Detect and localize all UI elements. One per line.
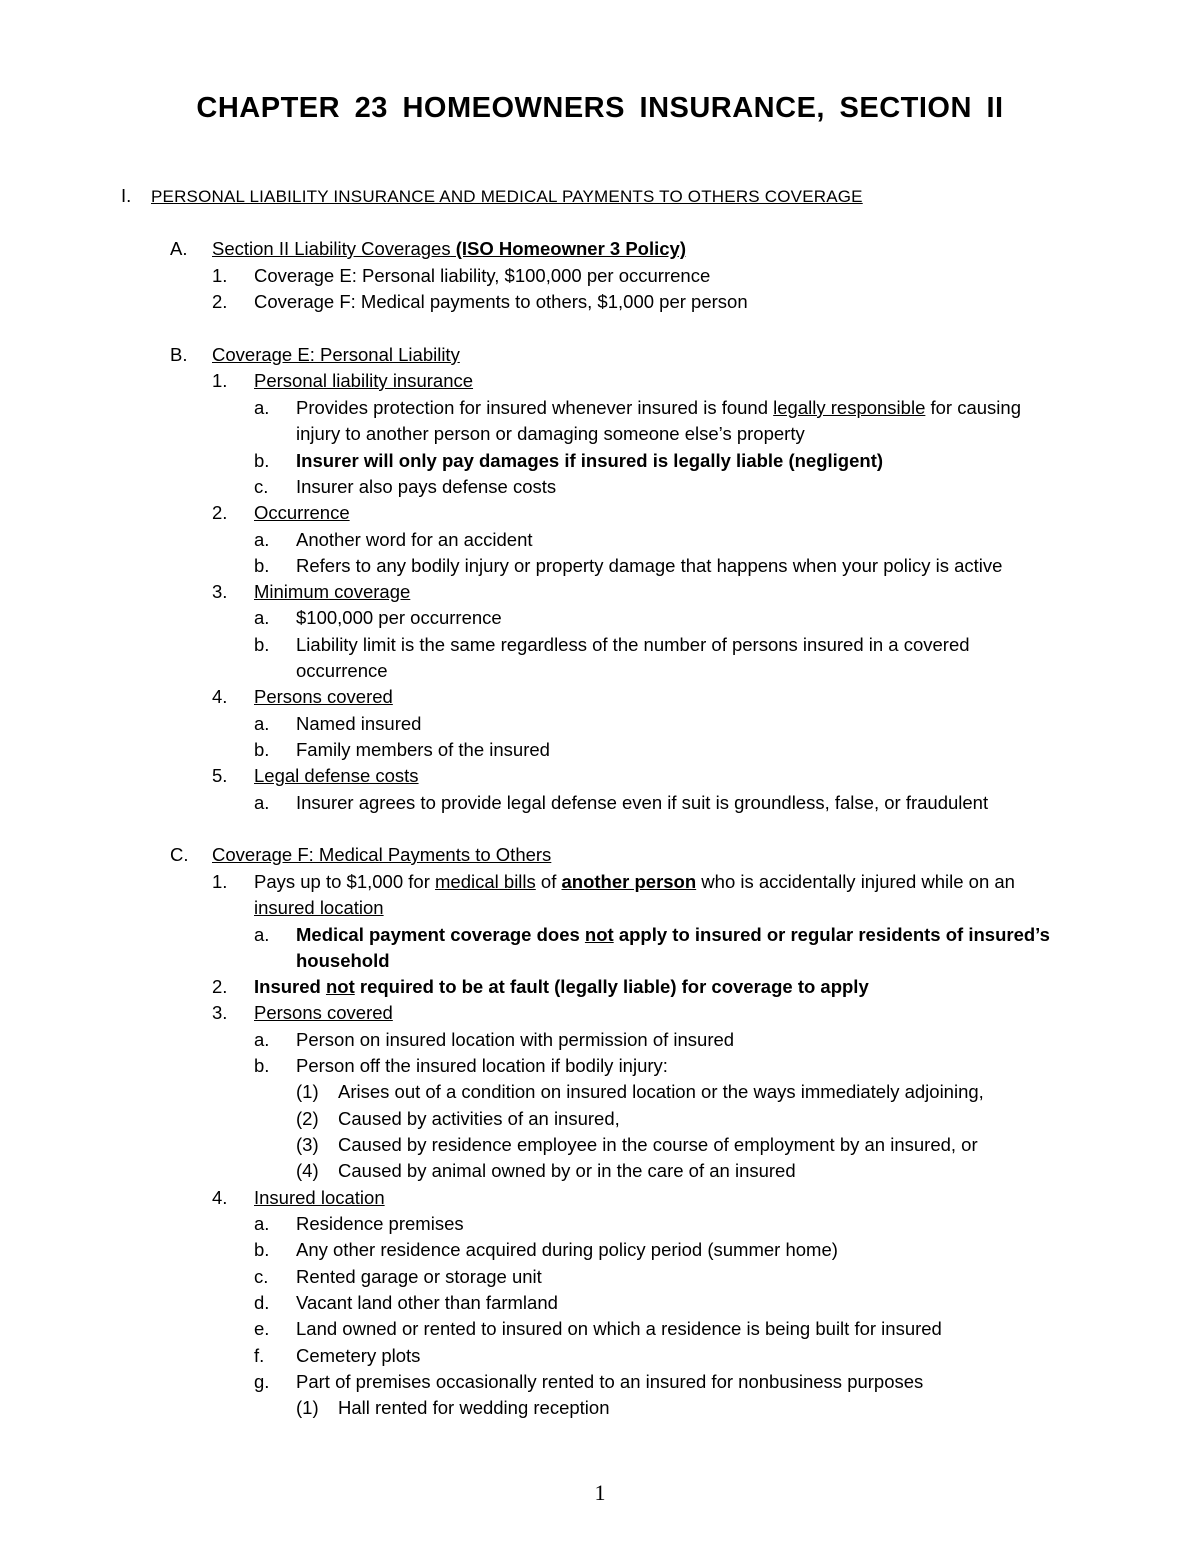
subheading: Insured location (254, 1187, 385, 1208)
underlined-text: not (325, 976, 355, 997)
list-label: 5. (212, 765, 228, 786)
list-label: (1) (296, 1081, 319, 1102)
list-label: (3) (296, 1134, 319, 1155)
list-item-continuation: injury to another person or damaging someone else’s property (296, 423, 805, 444)
underlined-text: legally responsible (773, 397, 926, 418)
list-label: 2. (212, 976, 228, 997)
list-item-text: Hall rented for wedding reception (338, 1397, 610, 1418)
outline-label-B: B. (170, 344, 188, 365)
list-item-text: Person on insured location with permission of insured (296, 1029, 735, 1050)
list-label: a. (254, 792, 270, 813)
text-run: of (535, 871, 562, 892)
outline-label-C: C. (170, 844, 189, 865)
list-label: 2. (212, 291, 228, 312)
underlined-text: medical bills (435, 871, 536, 892)
heading-C: Coverage F: Medical Payments to Others (212, 844, 552, 865)
list-item-text: $100,000 per occurrence (296, 607, 502, 628)
list-label: (1) (296, 1397, 319, 1418)
subheading: Minimum coverage (254, 581, 411, 602)
subheading: Legal defense costs (254, 765, 419, 786)
list-label: 3. (212, 1002, 228, 1023)
page-number: 1 (594, 1480, 606, 1505)
list-label: a. (254, 713, 270, 734)
list-label: c. (254, 476, 269, 497)
list-item-continuation: household (296, 950, 390, 971)
underlined-bold-text: another person (561, 871, 697, 892)
text-run: Insured (254, 976, 326, 997)
list-item-text (254, 869, 1015, 895)
list-item-text: Any other residence acquired during policy period (summer home) (296, 1239, 838, 1260)
list-label: a. (254, 397, 270, 418)
list-item-text: Coverage E: Personal liability, $100,000 per occurrence (254, 265, 711, 286)
heading-A (212, 236, 686, 262)
list-label: f. (254, 1345, 265, 1366)
list-item-text: Cemetery plots (296, 1345, 421, 1366)
list-label: 1. (212, 871, 228, 892)
section-heading: PERSONAL LIABILITY INSURANCE AND MEDICAL PAYMENTS TO OTHERS COVERAGE (151, 187, 863, 206)
text-run: Medical payment coverage does (296, 924, 585, 945)
list-label: (2) (296, 1108, 319, 1129)
section-number: I. (121, 185, 132, 206)
list-label: 1. (212, 265, 228, 286)
list-item-text: Refers to any bodily injury or property damage that happens when your policy is active (296, 555, 1003, 576)
subheading: Occurrence (254, 502, 350, 523)
list-item-text: Caused by residence employee in the course of employment by an insured, or (338, 1134, 978, 1155)
text-run: who is accidentally injured while on an (696, 871, 1015, 892)
list-item-text: Insurer agrees to provide legal defense even if suit is groundless, false, or fraudulent (296, 792, 989, 813)
list-item-text (254, 974, 869, 1000)
subheading: Persons covered (254, 686, 393, 707)
list-label: (4) (296, 1160, 319, 1181)
list-label: b. (254, 450, 270, 471)
list-label: b. (254, 739, 270, 760)
text-run: Pays up to $1,000 for (254, 871, 436, 892)
list-item-text: Residence premises (296, 1213, 464, 1234)
outline-label-A: A. (170, 238, 188, 259)
list-label: 3. (212, 581, 228, 602)
list-item-text: Insurer will only pay damages if insured is legally liable (negligent) (296, 450, 884, 471)
heading-B: Coverage E: Personal Liability (212, 344, 460, 365)
list-item-text: Caused by animal owned by or in the care of an insured (338, 1160, 796, 1181)
list-item-text: Another word for an accident (296, 529, 533, 550)
subheading: Personal liability insurance (254, 370, 474, 391)
list-label: a. (254, 1213, 270, 1234)
list-label: b. (254, 555, 270, 576)
list-label: a. (254, 607, 270, 628)
text-run: Provides protection for insured whenever insured is found (296, 397, 774, 418)
list-item-text: Person off the insured location if bodily injury: (296, 1055, 668, 1076)
subheading: Persons covered (254, 1002, 393, 1023)
list-label: 1. (212, 370, 228, 391)
list-item-text (296, 395, 1021, 421)
list-label: b. (254, 634, 270, 655)
list-label: d. (254, 1292, 270, 1313)
list-label: a. (254, 924, 270, 945)
list-label: a. (254, 529, 270, 550)
text-run: required to be at fault (legally liable) for coverage to apply (354, 976, 869, 997)
list-item-text: Part of premises occasionally rented to an insured for nonbusiness purposes (296, 1371, 924, 1392)
list-item-text: Land owned or rented to insured on which a residence is being built for insured (296, 1318, 942, 1339)
list-label: a. (254, 1029, 270, 1050)
heading-A-part2: (ISO Homeowner 3 Policy) (450, 238, 686, 259)
list-item-text: Named insured (296, 713, 422, 734)
list-label: 4. (212, 686, 228, 707)
list-item-text: Rented garage or storage unit (296, 1266, 542, 1287)
list-label: b. (254, 1055, 270, 1076)
list-label: b. (254, 1239, 270, 1260)
list-item-text: Vacant land other than farmland (296, 1292, 558, 1313)
list-item-text (296, 922, 1050, 948)
list-item-continuation: occurrence (296, 660, 388, 681)
text-run: for causing (925, 397, 1021, 418)
text-run: apply to insured or regular residents of insured’s (613, 924, 1050, 945)
underlined-text: not (584, 924, 614, 945)
heading-A-part1: Section II Liability Coverages (212, 238, 451, 259)
list-label: e. (254, 1318, 270, 1339)
list-label: c. (254, 1266, 269, 1287)
list-label: 4. (212, 1187, 228, 1208)
list-item-text: Coverage F: Medical payments to others, $1,000 per person (254, 291, 748, 312)
list-item-text: Family members of the insured (296, 739, 550, 760)
list-item-text: Caused by activities of an insured, (338, 1108, 620, 1129)
list-label: 2. (212, 502, 228, 523)
list-item-text: Arises out of a condition on insured location or the ways immediately adjoining, (338, 1081, 984, 1102)
list-item-continuation: insured location (254, 897, 384, 918)
list-item-text: Insurer also pays defense costs (296, 476, 557, 497)
list-label: g. (254, 1371, 270, 1392)
page-title: CHAPTER 23 HOMEOWNERS INSURANCE, SECTION II (196, 92, 1004, 124)
list-item-text: Liability limit is the same regardless of the number of persons insured in a covered (296, 634, 970, 655)
